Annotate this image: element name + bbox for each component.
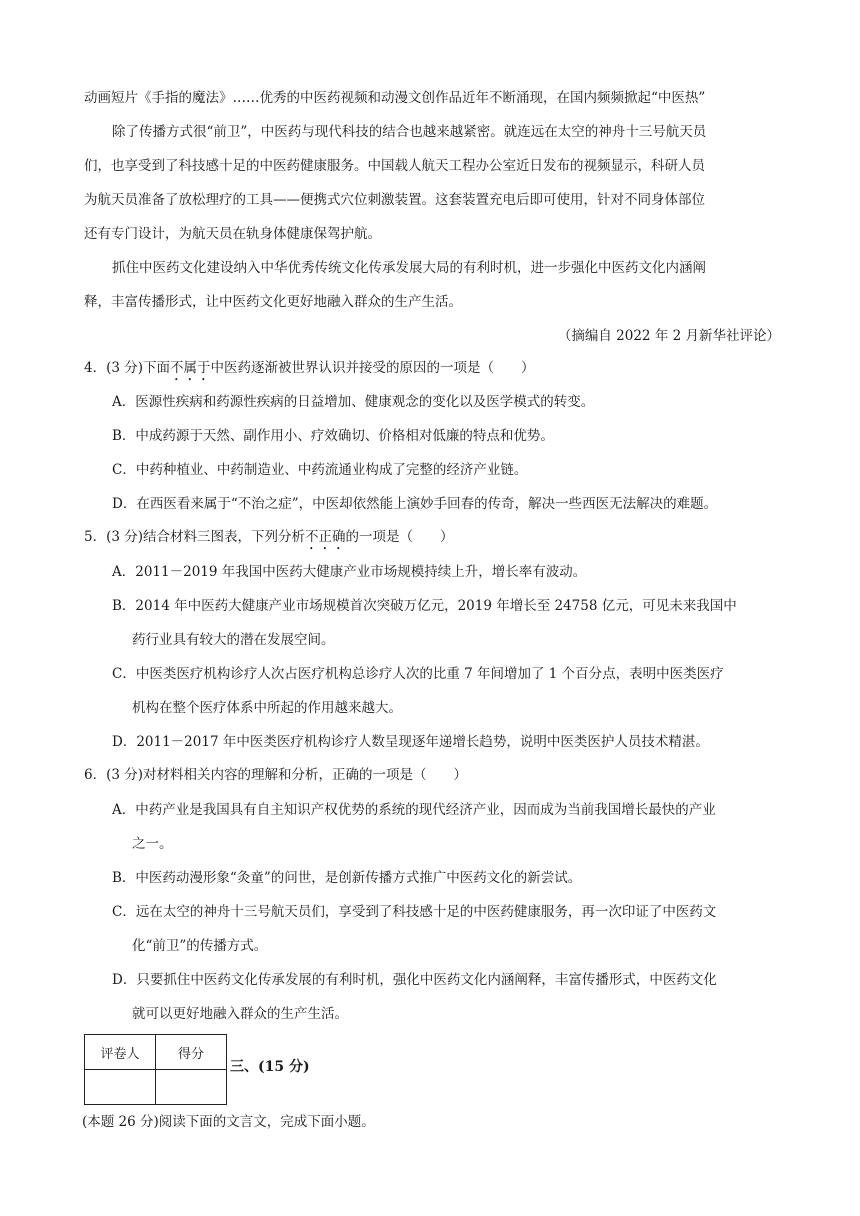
q6-option-c-cont: 化“前卫”的传播方式。 (132, 938, 268, 954)
score-table (84, 1034, 227, 1105)
paragraph-line: 释，丰富传播形式，让中医药文化更好地融入群众的生产生活。 (84, 294, 462, 310)
paragraph-line: 除了传播方式很“前卫”，中医药与现代科技的结合也越来越紧密。就连远在太空的神舟十三号航天员 (112, 124, 707, 140)
score-table-header-score: 得分 (156, 1035, 227, 1070)
q6-option-d: D．只要抓住中医药文化传承发展的有利时机，强化中医药文化内涵阐释，丰富传播形式，中医药文化 (112, 972, 717, 988)
q5-option-b: B．2014 年中医药大健康产业市场规模首次突破万亿元，2019 年增长至 24758 亿元，可见未来我国中 (112, 598, 737, 614)
score-table-cell-grader (85, 1070, 156, 1105)
paragraph-line: 还有专门设计，为航天员在轨身体健康保驾护航。 (84, 226, 381, 242)
q5-option-c: C．中医类医疗机构诊疗人次占医疗机构总诊疗人次的比重 7 年间增加了 1 个百分点，表明中医类医疗 (112, 666, 724, 682)
paragraph-line: 们，也享受到了科技感十足的中医药健康服务。中国载人航天工程办公室近日发布的视频显示，科研人员 (84, 158, 705, 174)
q5-option-d: D．2011－2017 年中医类医疗机构诊疗人数呈现逐年递增长趋势，说明中医类医护人员技术精湛。 (112, 734, 709, 750)
paragraph-line: 动画短片《手指的魔法》……优秀的中医药视频和动漫文创作品近年不断涌现，在国内频频掀起“中医热” (84, 90, 706, 106)
q6-option-d-cont: 就可以更好地融入群众的生产生活。 (132, 1006, 348, 1022)
question-4-stem: 4．(3 分)下面不属于中医药逐渐被世界认识并接受的原因的一项是（ ） (84, 360, 535, 376)
q5-option-a: A．2011－2019 年我国中医药大健康产业市场规模持续上升，增长率有波动。 (112, 564, 587, 580)
paragraph-line: 抓住中医药文化建设纳入中华优秀传统文化传承发展大局的有利时机，进一步强化中医药文化内涵阐 (112, 260, 706, 276)
score-table-header-grader: 评卷人 (85, 1035, 156, 1070)
q6-option-b: B．中医药动漫形象“灸童”的问世，是创新传播方式推广中医药文化的新尝试。 (112, 870, 582, 886)
q5-option-b-cont: 药行业具有较大的潜在发展空间。 (132, 632, 335, 648)
q4-option-a: A．医源性疾病和药源性疾病的日益增加、健康观念的变化以及医学模式的转变。 (112, 394, 595, 410)
source-citation: （摘编自 2022 年 2 月新华社评论） (557, 328, 780, 344)
q6-option-c: C．远在太空的神舟十三号航天员们，享受到了科技感十足的中医药健康服务，再一次印证了中医药文 (112, 904, 717, 920)
q5-option-c-cont: 机构在整个医疗体系中所起的作用越来越大。 (132, 700, 402, 716)
section-instruction: (本题 26 分)阅读下面的文言文，完成下面小题。 (82, 1114, 375, 1130)
q4-option-c: C．中药种植业、中药制造业、中药流通业构成了完整的经济产业链。 (112, 462, 528, 478)
question-5-stem: 5．(3 分)结合材料三图表，下列分析不正确的一项是（ ） (84, 529, 454, 545)
section-title: 三、(15 分) (230, 1059, 310, 1075)
q6-option-a: A．中药产业是我国具有自主知识产权优势的系统的现代经济产业，因而成为当前我国增长最快的产业 (112, 802, 716, 818)
score-table-cell-score (156, 1070, 227, 1105)
q6-option-a-cont: 之一。 (132, 836, 173, 852)
question-6-stem: 6．(3 分)对材料相关内容的理解和分析，正确的一项是（ ） (84, 767, 468, 783)
q4-option-d: D．在西医看来属于“不治之症”，中医却依然能上演妙手回春的传奇，解决一些西医无法解决的难题。 (112, 496, 718, 512)
q4-option-b: B．中成药源于天然、副作用小、疗效确切、价格相对低廉的特点和优势。 (112, 428, 554, 444)
paragraph-line: 为航天员准备了放松理疗的工具——便携式穴位刺激装置。这套装置充电后即可使用，针对不同身体部位 (84, 192, 705, 208)
